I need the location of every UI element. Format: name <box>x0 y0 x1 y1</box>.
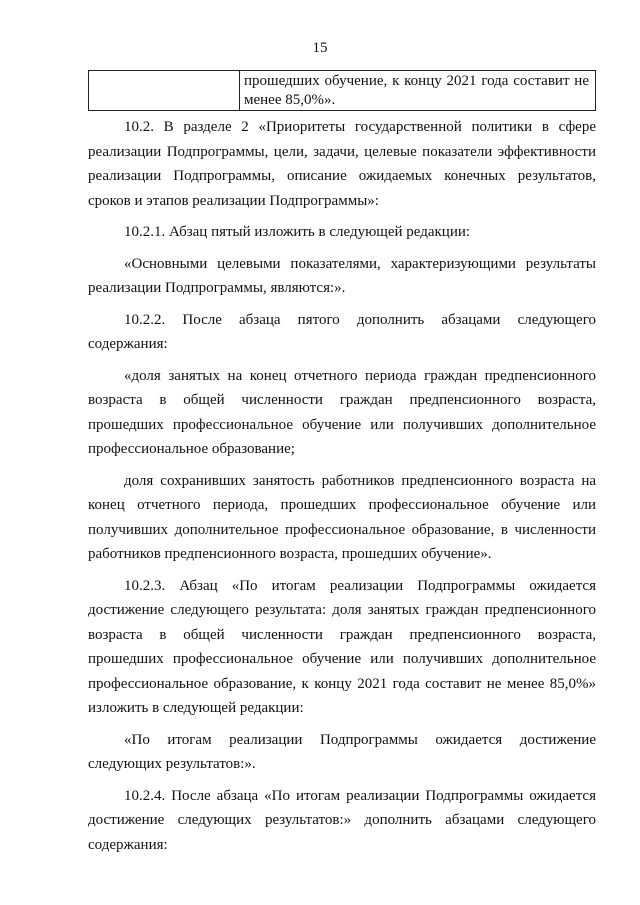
paragraph-10-2: 10.2. В разделе 2 «Приоритеты государственной политики в сфере реализации Подпрограммы, цели, задачи, целевые показатели эффективности реализации Подпрограммы, описание ожидаемых конечных результатов, сроков и этапов реализации Подпрограммы»: <box>88 119 596 209</box>
quoted-paragraph: «доля занятых на конец отчетного периода граждан предпенсионного возраста в общей численности граждан предпенсионного возраста, прошедших профессиональное обучение или получивших дополнительное профессиональное образование; <box>88 367 596 457</box>
paragraph-10-2-4: 10.2.4. После абзаца «По итогам реализации Подпрограммы ожидается достижение следующих результатов:» дополнить абзацами следующего содержания: <box>88 787 596 853</box>
paragraph-10-2-3: 10.2.3. Абзац «По итогам реализации Подпрограммы ожидается достижение следующего результата: доля занятых граждан предпенсионного возраста в общей численности граждан предпенсионного возраста, прошедших профессиональное обучение или получивших дополнительное профессиональное образование, к концу 2021 года составит не менее 85,0%» изложить в следующей редакции: <box>88 577 596 716</box>
table-cell-empty <box>89 71 240 111</box>
quoted-paragraph: доля сохранивших занятость работников предпенсионного возраста на конец отчетного периода, прошедших профессиональное обучение или получивших дополнительное профессиональное образование, в численности работников предпенсионного возраста, прошедших обучение». <box>88 472 596 562</box>
quoted-paragraph: «Основными целевыми показателями, характеризующими результаты реализации Подпрограммы, являются:». <box>88 255 596 296</box>
table-cell-text: прошедших обучение, к концу 2021 года составит не менее 85,0%». <box>240 71 596 111</box>
table-fragment <box>88 70 596 111</box>
page-number: 15 <box>312 40 328 56</box>
quoted-paragraph: «По итогам реализации Подпрограммы ожидается достижение следующих результатов:». <box>88 731 596 772</box>
body-text <box>88 115 596 864</box>
table-row <box>89 71 596 111</box>
paragraph-10-2-2: 10.2.2. После абзаца пятого дополнить абзацами следующего содержания: <box>88 311 596 352</box>
paragraph-10-2-1: 10.2.1. Абзац пятый изложить в следующей редакции: <box>124 224 471 240</box>
